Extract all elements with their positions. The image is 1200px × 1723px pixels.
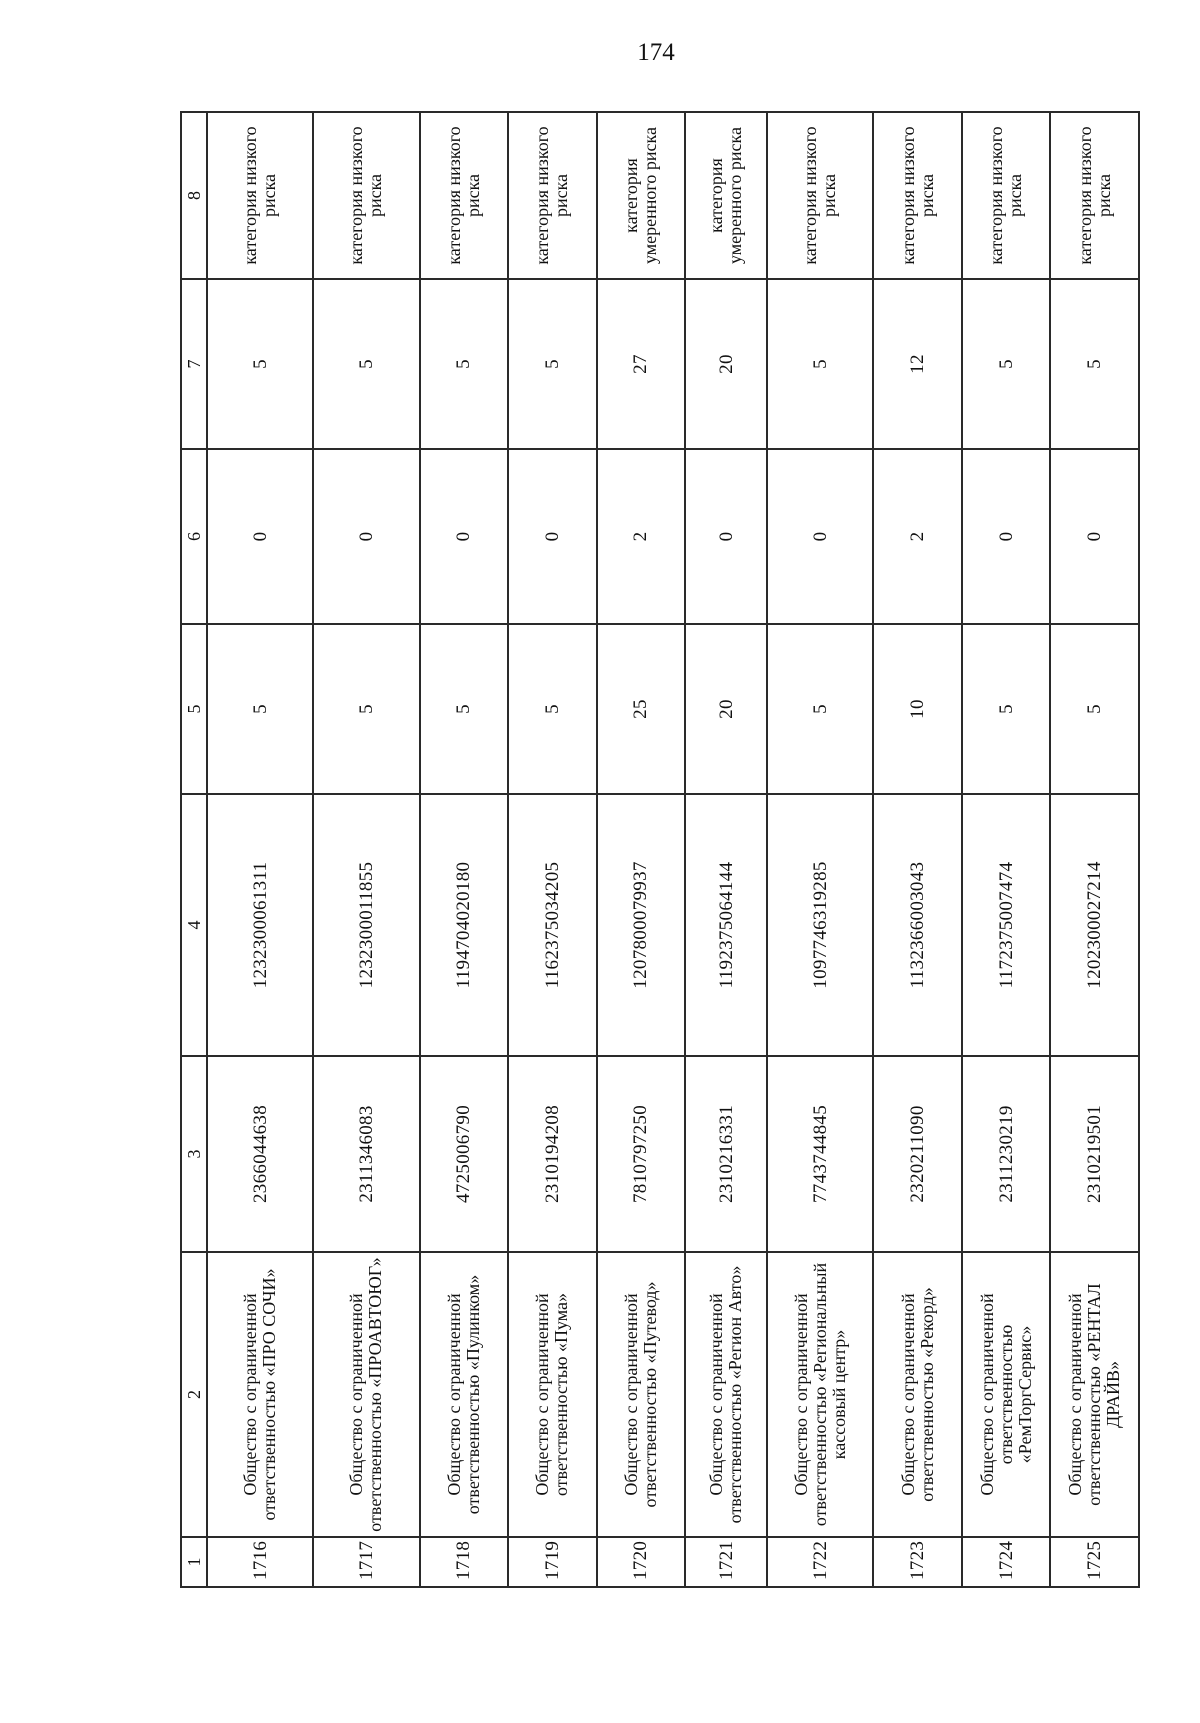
organization-name: Общество с ограниченной ответственностью «Пума» (508, 1252, 597, 1537)
page-number: 174 (637, 39, 675, 66)
ogrn-cell: 1132366003043 (873, 794, 962, 1056)
ogrn-cell: 1172375007474 (962, 794, 1051, 1056)
score-cell: 2 (873, 449, 962, 624)
organization-name: Общество с ограниченной ответственностью «Региональный кассовый центр» (767, 1252, 873, 1537)
ogrn-cell: 1202300027214 (1050, 794, 1139, 1056)
organization-name: Общество с ограниченной ответственностью «Регион Авто» (685, 1252, 767, 1537)
score-cell: 0 (685, 449, 767, 624)
row-index: 1718 (420, 1537, 509, 1587)
inn-cell: 7810797250 (597, 1056, 686, 1252)
score-cell: 25 (597, 624, 686, 794)
table-row (1050, 112, 1139, 1587)
column-header: 3 (181, 1056, 207, 1252)
score-cell: 5 (207, 624, 313, 794)
table-row (508, 112, 597, 1587)
score-cell: 5 (962, 624, 1051, 794)
table-row (767, 112, 873, 1587)
table-row (420, 112, 509, 1587)
total-cell: 5 (420, 279, 509, 449)
row-index: 1717 (313, 1537, 419, 1587)
organization-name: Общество с ограниченной ответственностью «Путевод» (597, 1252, 686, 1537)
table-row (962, 112, 1051, 1587)
score-cell: 0 (767, 449, 873, 624)
row-index: 1724 (962, 1537, 1051, 1587)
table-header (181, 112, 207, 1587)
score-cell: 0 (508, 449, 597, 624)
organization-name: Общество с ограниченной ответственностью «ПРОАВТОЮГ» (313, 1252, 419, 1537)
organization-name: Общество с ограниченной ответственностью «Пулинком» (420, 1252, 509, 1537)
score-cell: 5 (767, 624, 873, 794)
risk-category-cell: категория низкого риска (1050, 112, 1139, 279)
row-index: 1722 (767, 1537, 873, 1587)
row-index: 1716 (207, 1537, 313, 1587)
total-cell: 27 (597, 279, 686, 449)
total-cell: 20 (685, 279, 767, 449)
score-cell: 5 (508, 624, 597, 794)
score-cell: 0 (962, 449, 1051, 624)
score-cell: 5 (420, 624, 509, 794)
risk-category-cell: категория низкого риска (207, 112, 313, 279)
organization-name: Общество с ограниченной ответственностью «РЕНТАЛ ДРАЙВ» (1050, 1252, 1139, 1537)
column-header: 7 (181, 279, 207, 449)
column-header: 1 (181, 1537, 207, 1587)
score-cell: 0 (420, 449, 509, 624)
column-number-row (181, 112, 207, 1587)
table-row (207, 112, 313, 1587)
total-cell: 12 (873, 279, 962, 449)
row-index: 1719 (508, 1537, 597, 1587)
organization-name: Общество с ограниченной ответственностью «Рекорд» (873, 1252, 962, 1537)
inn-cell: 2311346083 (313, 1056, 419, 1252)
total-cell: 5 (508, 279, 597, 449)
table-row (685, 112, 767, 1587)
inn-cell: 2310219501 (1050, 1056, 1139, 1252)
total-cell: 5 (962, 279, 1051, 449)
ogrn-cell: 1194704020180 (420, 794, 509, 1056)
row-index: 1725 (1050, 1537, 1139, 1587)
risk-category-cell: категория умеренного риска (685, 112, 767, 279)
risk-category-cell: категория низкого риска (420, 112, 509, 279)
total-cell: 5 (313, 279, 419, 449)
total-cell: 5 (1050, 279, 1139, 449)
rotated-table-wrapper (180, 113, 1140, 1588)
score-cell: 20 (685, 624, 767, 794)
risk-category-cell: категория низкого риска (873, 112, 962, 279)
registry-table (180, 111, 1140, 1588)
table-row (597, 112, 686, 1587)
inn-cell: 2320211090 (873, 1056, 962, 1252)
total-cell: 5 (207, 279, 313, 449)
score-cell: 0 (207, 449, 313, 624)
score-cell: 0 (313, 449, 419, 624)
inn-cell: 4725006790 (420, 1056, 509, 1252)
inn-cell: 2310216331 (685, 1056, 767, 1252)
inn-cell: 2311230219 (962, 1056, 1051, 1252)
column-header: 2 (181, 1252, 207, 1537)
ogrn-cell: 1192375064144 (685, 794, 767, 1056)
risk-category-cell: категория низкого риска (767, 112, 873, 279)
risk-category-cell: категория низкого риска (313, 112, 419, 279)
organization-name: Общество с ограниченной ответственностью «ПРО СОЧИ» (207, 1252, 313, 1537)
ogrn-cell: 1162375034205 (508, 794, 597, 1056)
score-cell: 10 (873, 624, 962, 794)
ogrn-cell: 1207800079937 (597, 794, 686, 1056)
table-row (313, 112, 419, 1587)
ogrn-cell: 1232300011855 (313, 794, 419, 1056)
risk-category-cell: категория низкого риска (962, 112, 1051, 279)
ogrn-cell: 1232300061311 (207, 794, 313, 1056)
inn-cell: 2366044638 (207, 1056, 313, 1252)
column-header: 6 (181, 449, 207, 624)
organization-name: Общество с ограниченной ответственностью «РемТоргСервис» (962, 1252, 1051, 1537)
table-row (873, 112, 962, 1587)
row-index: 1720 (597, 1537, 686, 1587)
total-cell: 5 (767, 279, 873, 449)
row-index: 1721 (685, 1537, 767, 1587)
score-cell: 5 (1050, 624, 1139, 794)
score-cell: 2 (597, 449, 686, 624)
column-header: 4 (181, 794, 207, 1056)
inn-cell: 7743744845 (767, 1056, 873, 1252)
risk-category-cell: категория низкого риска (508, 112, 597, 279)
risk-category-cell: категория умеренного риска (597, 112, 686, 279)
column-header: 8 (181, 112, 207, 279)
column-header: 5 (181, 624, 207, 794)
table-body (207, 112, 1139, 1587)
score-cell: 0 (1050, 449, 1139, 624)
score-cell: 5 (313, 624, 419, 794)
ogrn-cell: 1097746319285 (767, 794, 873, 1056)
row-index: 1723 (873, 1537, 962, 1587)
inn-cell: 2310194208 (508, 1056, 597, 1252)
